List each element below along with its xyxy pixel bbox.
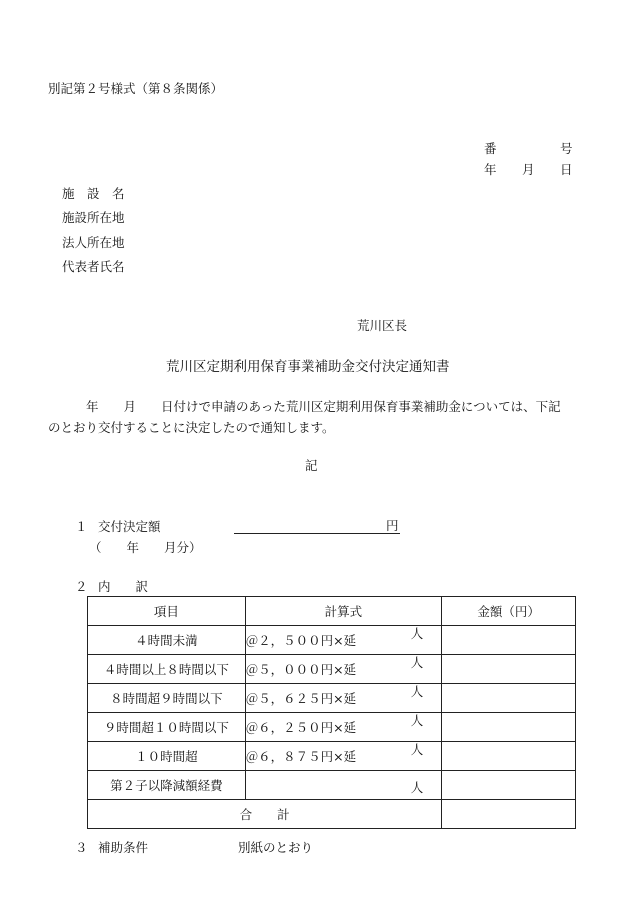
item1-label: 交付決定額 xyxy=(98,519,161,534)
row-item: 第２子以降減額経費 xyxy=(88,771,246,800)
row-formula: ＠６，２５０円×延 xyxy=(245,720,357,735)
row-formula-cell xyxy=(245,655,442,684)
table-row xyxy=(88,655,576,684)
form-label: 別記第２号様式（第８条関係） xyxy=(48,81,224,96)
row-formula: ＠５，６２５円×延 xyxy=(245,691,357,706)
table-row xyxy=(88,713,576,742)
number-label-ban: 番 xyxy=(484,141,497,156)
header-item: 項目 xyxy=(88,597,246,626)
item1-period: （ 年 月分） xyxy=(89,540,202,555)
row-unit: 人 xyxy=(410,780,424,795)
corporation-address-label: 法人所在地 xyxy=(62,235,125,250)
row-amount xyxy=(442,771,576,800)
row-amount xyxy=(442,713,576,742)
page-title: 荒川区定期利用保育事業補助金交付決定通知書 xyxy=(166,359,450,375)
row-formula-cell xyxy=(245,684,442,713)
number-label-go: 号 xyxy=(560,141,573,156)
row-formula-cell xyxy=(245,713,442,742)
row-item: ４時間未満 xyxy=(88,626,246,655)
item2-label: 内 訳 xyxy=(98,579,149,594)
row-unit: 人 xyxy=(410,684,424,699)
row-amount xyxy=(442,655,576,684)
table-total-row xyxy=(88,800,576,829)
row-item: ８時間超９時間以下 xyxy=(88,684,246,713)
item1-yen: 円 xyxy=(386,518,399,533)
representative-name-label: 代表者氏名 xyxy=(62,259,125,274)
date-label-day: 日 xyxy=(560,162,573,177)
row-unit: 人 xyxy=(410,655,424,670)
body-text-line1: 年 月 日付けで申請のあった荒川区定期利用保育事業補助金については、下記 xyxy=(86,399,561,414)
total-label: 合 計 xyxy=(88,800,442,829)
row-amount xyxy=(442,742,576,771)
row-unit: 人 xyxy=(410,742,424,757)
body-text-line2: のとおり交付することに決定したので通知します。 xyxy=(48,420,335,435)
header-formula: 計算式 xyxy=(245,597,442,626)
row-item: ４時間以上８時間以下 xyxy=(88,655,246,684)
row-item: ９時間超１０時間以下 xyxy=(88,713,246,742)
row-formula: ＠５，０００円×延 xyxy=(245,662,357,677)
row-item: １０時間超 xyxy=(88,742,246,771)
row-unit: 人 xyxy=(410,713,424,728)
row-amount xyxy=(442,626,576,655)
amount-underline xyxy=(234,533,400,534)
table-row xyxy=(88,771,576,800)
facility-name-label: 施 設 名 xyxy=(62,186,125,201)
date-label-year: 年 xyxy=(484,162,497,177)
row-formula: ＠２，５００円×延 xyxy=(245,633,357,648)
ki-heading: 記 xyxy=(305,458,318,473)
row-unit: 人 xyxy=(410,626,424,641)
row-formula-cell xyxy=(245,771,442,800)
total-amount xyxy=(442,800,576,829)
header-amount: 金額（円） xyxy=(442,597,576,626)
row-formula: ＠６，８７５円×延 xyxy=(245,749,357,764)
table-header-row xyxy=(88,597,576,626)
breakdown-table xyxy=(87,596,576,829)
table-row xyxy=(88,742,576,771)
row-formula-cell xyxy=(245,742,442,771)
item1-number: １ xyxy=(75,519,88,534)
item3-number: ３ xyxy=(75,840,88,855)
issuer: 荒川区長 xyxy=(357,318,408,333)
table-row xyxy=(88,626,576,655)
item3-label: 補助条件 xyxy=(98,840,149,855)
date-label-month: 月 xyxy=(522,162,535,177)
item3-value: 別紙のとおり xyxy=(238,840,314,855)
table-row xyxy=(88,684,576,713)
facility-address-label: 施設所在地 xyxy=(62,210,125,225)
row-amount xyxy=(442,684,576,713)
item2-number: ２ xyxy=(75,579,88,594)
row-formula-cell xyxy=(245,626,442,655)
